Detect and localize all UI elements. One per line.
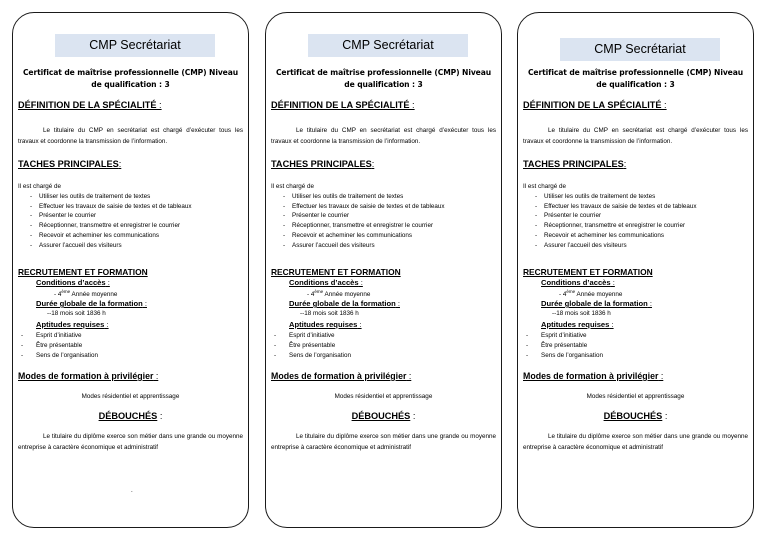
outlets-text: Le titulaire du diplôme exerce son métier dans une grande ou moyenne entreprise à caractère économique et administratif <box>18 433 243 451</box>
aptitudes-list <box>271 331 351 361</box>
list-item: - Assurer l’accueil des visiteurs <box>30 241 122 249</box>
list-item: - Sens de l’organisation <box>526 352 603 359</box>
tasks-list <box>18 192 243 250</box>
stray-dot: . <box>131 487 133 494</box>
duration-label: Durée globale de la formation : <box>289 299 400 308</box>
recruitment-heading: RECRUTEMENT ET FORMATION <box>18 267 148 277</box>
duration-value: --18 mois soit 1836 h <box>300 310 359 317</box>
list-item: - Esprit d’initiative <box>526 332 587 339</box>
definition-heading: DÉFINITION DE LA SPÉCIALITÉ : <box>523 100 667 110</box>
list-item: - Sens de l’organisation <box>21 352 98 359</box>
brochure-card-3 <box>517 12 754 528</box>
list-item: - Recevoir et acheminer les communications <box>283 231 413 239</box>
duration-label: Durée globale de la formation : <box>36 299 147 308</box>
outlets-heading: DÉBOUCHÉS : <box>351 411 416 421</box>
recruitment-heading: RECRUTEMENT ET FORMATION <box>523 267 653 277</box>
aptitudes-list <box>523 331 603 361</box>
list-item: - Effectuer les travaux de saisie de textes et de tableaux <box>283 202 445 210</box>
duration-value: --18 mois soit 1836 h <box>552 310 611 317</box>
definition-heading: DÉFINITION DE LA SPÉCIALITÉ : <box>18 100 162 110</box>
recruitment-heading: RECRUTEMENT ET FORMATION <box>271 267 401 277</box>
certificate-title: Certificat de maîtrise professionnelle (CMP) Niveau de qualification : 3 <box>275 68 492 89</box>
list-item: - Utiliser les outils de traitement de textes <box>283 193 404 200</box>
tasks-list <box>523 192 748 250</box>
duration-value: --18 mois soit 1836 h <box>47 310 106 317</box>
modes-text: Modes résidentiel et apprentissage <box>334 393 433 400</box>
modes-heading: Modes de formation à privilégier : <box>18 371 159 381</box>
list-item: - Effectuer les travaux de saisie de textes et de tableaux <box>535 202 697 210</box>
definition-text: Le titulaire du CMP en secrétariat est chargé d’exécuter tous les travaux et coordonne la transmission de l’information. <box>523 127 748 145</box>
aptitudes-label: Aptitudes requises : <box>289 320 362 329</box>
list-item: - Effectuer les travaux de saisie de textes et de tableaux <box>30 202 192 210</box>
tasks-heading: TACHES PRINCIPALES: <box>523 159 627 169</box>
aptitudes-label: Aptitudes requises : <box>541 320 614 329</box>
outlets-heading: DÉBOUCHÉS : <box>98 411 163 421</box>
list-item: - Assurer l’accueil des visiteurs <box>283 241 375 249</box>
tasks-intro: Il est chargé de <box>523 183 567 190</box>
list-item: - Utiliser les outils de traitement de textes <box>535 193 656 200</box>
aptitudes-list <box>18 331 98 361</box>
list-item: - Présenter le courrier <box>535 212 602 220</box>
list-item: - Réceptionner, transmettre et enregistrer le courrier <box>283 222 434 230</box>
list-item: - Présenter le courrier <box>30 212 97 220</box>
list-item: - Utiliser les outils de traitement de textes <box>30 193 151 200</box>
brochure-title: CMP Secrétariat <box>308 34 468 57</box>
conditions-label: Conditions d’accès : <box>36 278 110 287</box>
definition-heading: DÉFINITION DE LA SPÉCIALITÉ : <box>271 100 415 110</box>
conditions-label: Conditions d’accès : <box>541 278 615 287</box>
modes-text: Modes résidentiel et apprentissage <box>81 393 180 400</box>
conditions-value: - 4ème Année moyenne <box>559 289 623 299</box>
outlets-text: Le titulaire du diplôme exerce son métier dans une grande ou moyenne entreprise à caractère économique et administratif <box>271 433 496 451</box>
list-item: - Être présentable <box>21 342 83 349</box>
list-item: - Réceptionner, transmettre et enregistrer le courrier <box>535 222 686 230</box>
list-item: - Être présentable <box>274 342 336 349</box>
list-item: - Réceptionner, transmettre et enregistrer le courrier <box>30 222 181 230</box>
list-item: - Présenter le courrier <box>283 212 350 220</box>
list-item: - Assurer l’accueil des visiteurs <box>535 241 627 249</box>
brochure-card-1 <box>12 12 249 528</box>
modes-text: Modes résidentiel et apprentissage <box>586 393 685 400</box>
modes-heading: Modes de formation à privilégier : <box>523 371 664 381</box>
tasks-intro: Il est chargé de <box>18 183 62 190</box>
conditions-value: - 4ème Année moyenne <box>54 289 118 299</box>
tasks-intro: Il est chargé de <box>271 183 315 190</box>
brochure-title: CMP Secrétariat <box>560 38 720 61</box>
certificate-title: Certificat de maîtrise professionnelle (CMP) Niveau de qualification : 3 <box>22 68 239 89</box>
list-item: - Esprit d’initiative <box>21 332 82 339</box>
list-item: - Sens de l’organisation <box>274 352 351 359</box>
duration-label: Durée globale de la formation : <box>541 299 652 308</box>
conditions-value: - 4ème Année moyenne <box>307 289 371 299</box>
outlets-text: Le titulaire du diplôme exerce son métier dans une grande ou moyenne entreprise à caractère économique et administratif <box>523 433 748 451</box>
list-item: - Recevoir et acheminer les communications <box>535 231 665 239</box>
tasks-heading: TACHES PRINCIPALES: <box>271 159 375 169</box>
brochure-title: CMP Secrétariat <box>55 34 215 57</box>
definition-text: Le titulaire du CMP en secrétariat est chargé d’exécuter tous les travaux et coordonne la transmission de l’information. <box>271 127 496 145</box>
list-item: - Être présentable <box>526 342 588 349</box>
tasks-heading: TACHES PRINCIPALES: <box>18 159 122 169</box>
aptitudes-label: Aptitudes requises : <box>36 320 109 329</box>
definition-text: Le titulaire du CMP en secrétariat est chargé d’exécuter tous les travaux et coordonne la transmission de l’information. <box>18 127 243 145</box>
list-item: - Recevoir et acheminer les communications <box>30 231 160 239</box>
tasks-list <box>271 192 496 250</box>
modes-heading: Modes de formation à privilégier : <box>271 371 412 381</box>
brochure-card-2 <box>265 12 502 528</box>
list-item: - Esprit d’initiative <box>274 332 335 339</box>
conditions-label: Conditions d’accès : <box>289 278 363 287</box>
certificate-title: Certificat de maîtrise professionnelle (CMP) Niveau de qualification : 3 <box>527 68 744 89</box>
outlets-heading: DÉBOUCHÉS : <box>603 411 668 421</box>
